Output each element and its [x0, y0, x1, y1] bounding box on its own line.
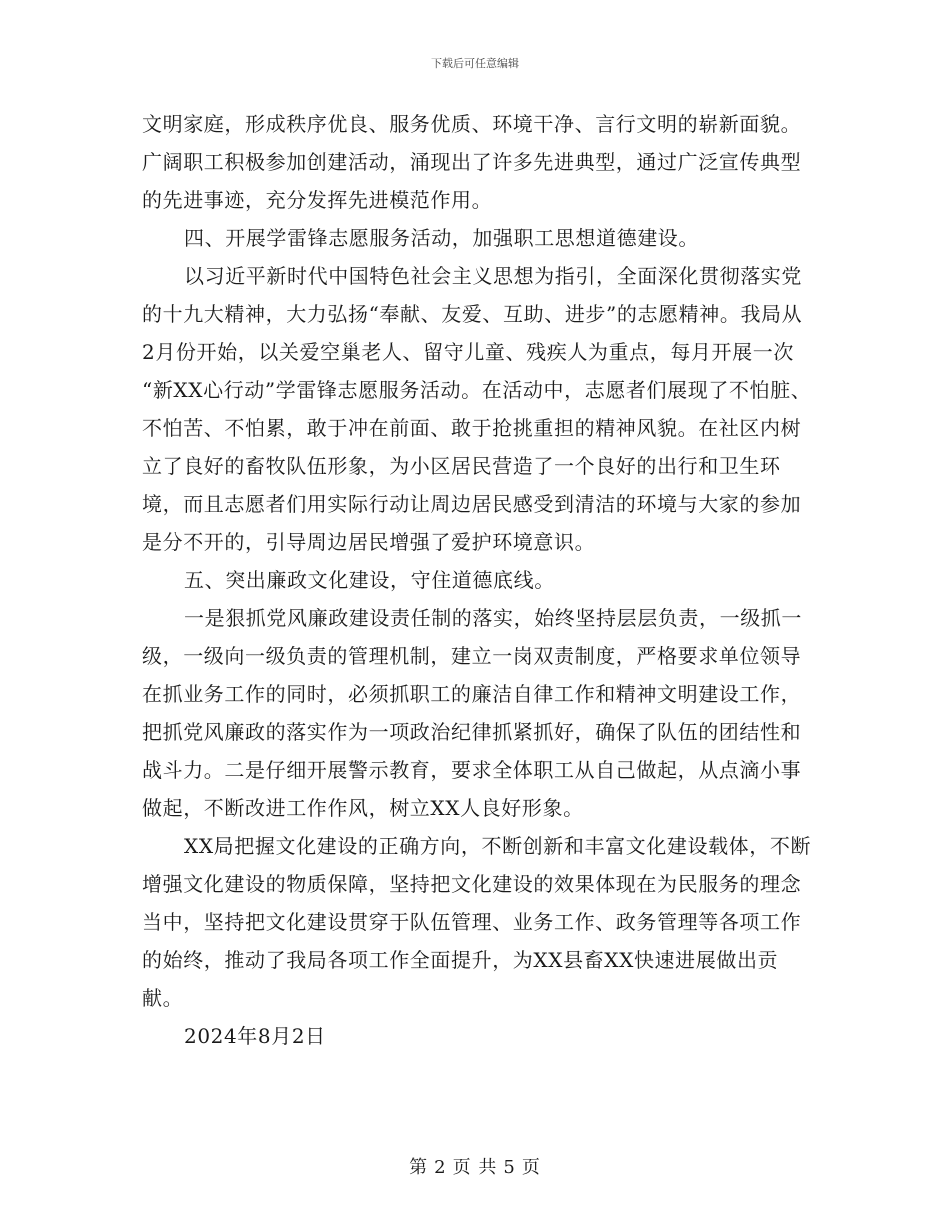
page-number-footer [0, 1153, 950, 1179]
document-date: 2024年8月2日 [184, 1024, 326, 1048]
footer-total-pages: 5 [503, 1157, 516, 1178]
footer-prefix: 第 [409, 1157, 429, 1178]
paragraph-6: XX局把握文化建设的正确方向，不断创新和丰富文化建设载体，不断增强文化建设的物质保障，坚持把文化建设的效果体现在为民服务的理念当中，坚持把文化建设贯穿于队伍管理、业务工作、政务管理等各项工作的始终，推动了我局各项工作全面提升，为XX县畜XX快速进展做出贡献。 [142, 834, 812, 1010]
paragraph-1: 文明家庭，形成秩序优良、服务优质、环境干净、言行文明的崭新面貌。广阔职工积极参加创建活动，涌现出了许多先进典型，通过广泛宣传典型的先进事迹，充分发挥先进模范作用。 [142, 112, 802, 212]
footer-suffix: 页 [521, 1157, 541, 1178]
document-body [142, 105, 812, 1055]
page-header-note: 下载后可任意编辑 [431, 57, 519, 70]
paragraph-3: 以习近平新时代中国特色社会主义思想为指引，全面深化贯彻落实党的十九大精神，大力弘扬“奉献、友爱、互助、进步”的志愿精神。我局从2月份开始，以关爱空巢老人、留守儿童、残疾人为重点，每月开展一次 “新XX心行动”学雷锋志愿服务活动。在活动中，志愿者们展现了不怕脏、不怕苦、不怕累，敢于冲在前面、敢于抢挑重担的精神风貌。在社区内树立了良好的畜牧队伍形象，为小区居民营造了一个良好的出行和卫生环境，而且志愿者们用实际行动让周边居民感受到清洁的环境与大家的参加是分不开的，引导周边居民增强了爱护环境意识。 [142, 264, 812, 554]
footer-middle: 页 共 [452, 1157, 498, 1178]
section-heading-4: 四、开展学雷锋志愿服务活动，加强职工思想道德建设。 [184, 226, 699, 250]
paragraph-5: 一是狠抓党风廉政建设责任制的落实，始终坚持层层负责，一级抓一级，一级向一级负责的管理机制，建立一岗双责制度，严格要求单位领导在抓业务工作的同时，必须抓职工的廉洁自律工作和精神文明建设工作，把抓党风廉政的落实作为一项政治纪律抓紧抓好，确保了队伍的团结性和战斗力。二是仔细开展警示教育，要求全体职工从自己做起，从点滴小事做起，不断改进工作作风，树立XX人良好形象。 [142, 606, 802, 820]
section-heading-5: 五、突出廉政文化建设，守住道德底线。 [184, 568, 555, 592]
footer-current-page: 2 [434, 1157, 447, 1178]
